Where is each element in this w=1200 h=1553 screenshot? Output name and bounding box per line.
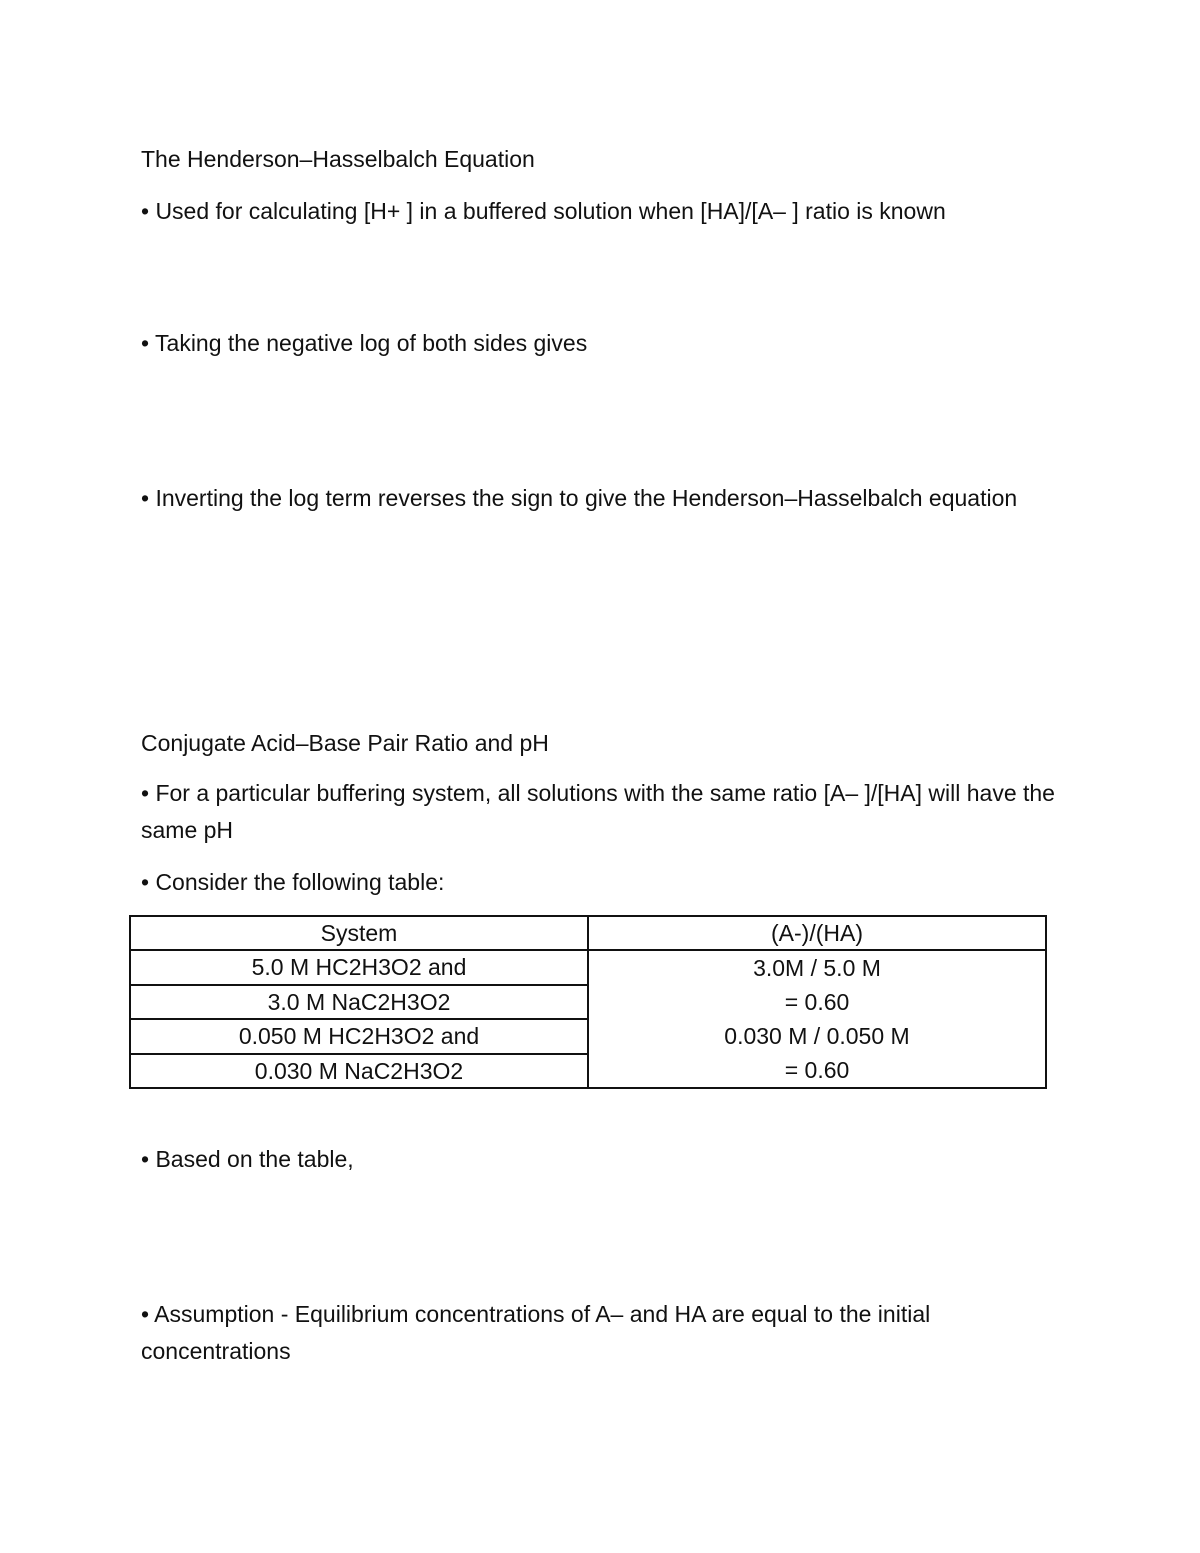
section-heading-henderson: The Henderson–Hasselbalch Equation — [141, 146, 535, 172]
table-header-system: System — [130, 916, 588, 950]
bullet-used-for-calculating: • Used for calculating [H+ ] in a buffered solution when [HA]/[A– ] ratio is known — [141, 198, 946, 224]
table-header-row — [130, 916, 1046, 950]
table-cell-system: 3.0 M NaC2H3O2 — [130, 985, 588, 1020]
table-cell-ratio — [588, 950, 1046, 1088]
ratio-line: = 0.60 — [784, 989, 850, 1015]
table-cell-system: 0.050 M HC2H3O2 and — [130, 1019, 588, 1054]
bullet-assumption: • Assumption - Equilibrium concentrations of A– and HA are equal to the initial concentrations — [141, 1301, 931, 1364]
ratio-line: 3.0M / 5.0 M — [753, 955, 881, 981]
bullet-consider-table: • Consider the following table: — [141, 869, 445, 895]
ratio-line: = 0.60 — [784, 1057, 850, 1083]
ratio-line: 0.030 M / 0.050 M — [724, 1023, 910, 1049]
table-row — [130, 950, 1046, 985]
bullet-same-ratio: • For a particular buffering system, all solutions with the same ratio [A– ]/[HA] will have the same pH — [141, 780, 1055, 843]
bullet-inverting-log: • Inverting the log term reverses the sign to give the Henderson–Hasselbalch equation — [141, 485, 1018, 511]
table-header-ratio: (A-)/(HA) — [588, 916, 1046, 950]
buffer-ratio-table — [129, 915, 1047, 1089]
section-heading-conjugate: Conjugate Acid–Base Pair Ratio and pH — [141, 730, 549, 756]
table-cell-system: 0.030 M NaC2H3O2 — [130, 1054, 588, 1089]
bullet-based-on-table: • Based on the table, — [141, 1146, 354, 1172]
table-cell-system: 5.0 M HC2H3O2 and — [130, 950, 588, 985]
bullet-negative-log: • Taking the negative log of both sides gives — [141, 330, 588, 356]
